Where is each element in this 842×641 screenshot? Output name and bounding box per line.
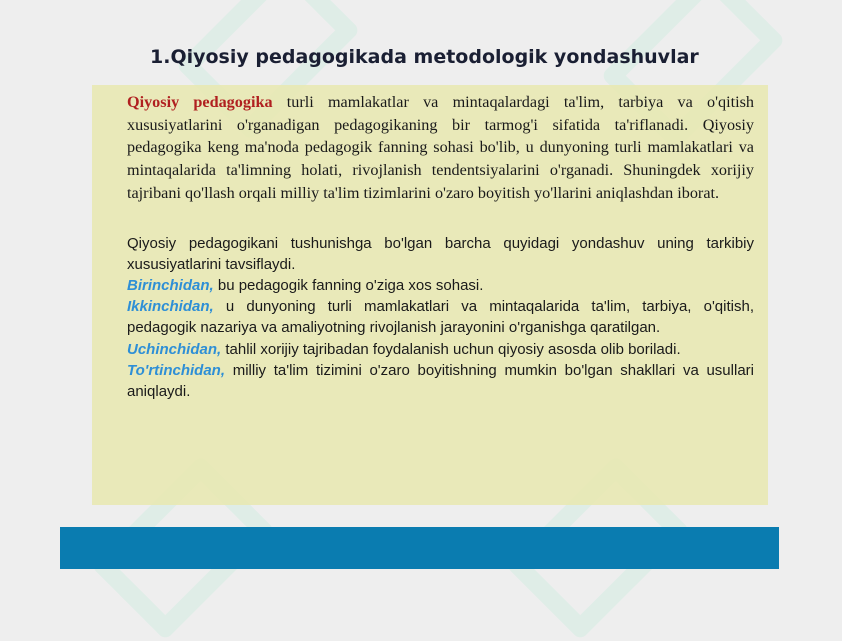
approach-lead: Qiyosiy pedagogikani tushunishga bo'lgan barcha quyidagi yondashuv uning tarkibiy xususiyatlarini tavsiflaydi. xyxy=(127,234,754,273)
approach-item-text: u dunyoning turli mamlakatlari va mintaqalarida ta'lim, tarbiya, o'qitish, pedagogik nazariya va amaliyotning rivojlanish jarayonini o'rganishga qaratilgan. xyxy=(127,298,754,337)
ordinal-label: Ikkinchidan, xyxy=(127,298,214,316)
approach-item-3 xyxy=(127,339,754,360)
ordinal-label: Birinchidan, xyxy=(127,276,214,294)
approach-item-4 xyxy=(127,360,754,402)
approach-item-text: bu pedagogik fanning o'ziga xos sohasi. xyxy=(213,276,484,294)
intro-paragraph xyxy=(127,91,754,205)
intro-term: Qiyosiy pedagogika xyxy=(127,93,273,111)
intro-text: turli mamlakatlar va mintaqalardagi ta'lim, tarbiya va o'qitish xususiyatlarini o'rganadigan pedagogikaning bir tarmog'i sifatida ta'riflanadi. Qiyosiy pedagogika keng ma'noda pedagogik fanning sohasi bo'lib, u dunyoning turli mamlakatlari va mintaqalarida ta'limning holati, rivojlanish tendentsiyalarini o'rganadi. Shuningdek xorijiy tajribani qo'llash orqali milliy ta'lim tizimlarini o'zaro boyitish yo'llarini aniqlashdan iborat. xyxy=(127,93,754,202)
approach-item-text: milliy ta'lim tizimini o'zaro boyitishning mumkin bo'lgan shakllari va usullari aniqlaydi. xyxy=(127,361,754,400)
approach-item-text: tahlil xorijiy tajribadan foydalanish uchun qiyosiy asosda olib boriladi. xyxy=(221,340,681,358)
approach-item-1 xyxy=(127,275,754,296)
content-box xyxy=(92,85,768,505)
footer-bar xyxy=(60,527,779,569)
paragraph-gap xyxy=(127,205,754,233)
approach-item-2 xyxy=(127,296,754,338)
ordinal-label: To'rtinchidan, xyxy=(127,361,226,379)
page-title: 1.Qiyosiy pedagogikada metodologik yondashuvlar xyxy=(150,46,699,68)
ordinal-label: Uchinchidan, xyxy=(127,340,222,358)
